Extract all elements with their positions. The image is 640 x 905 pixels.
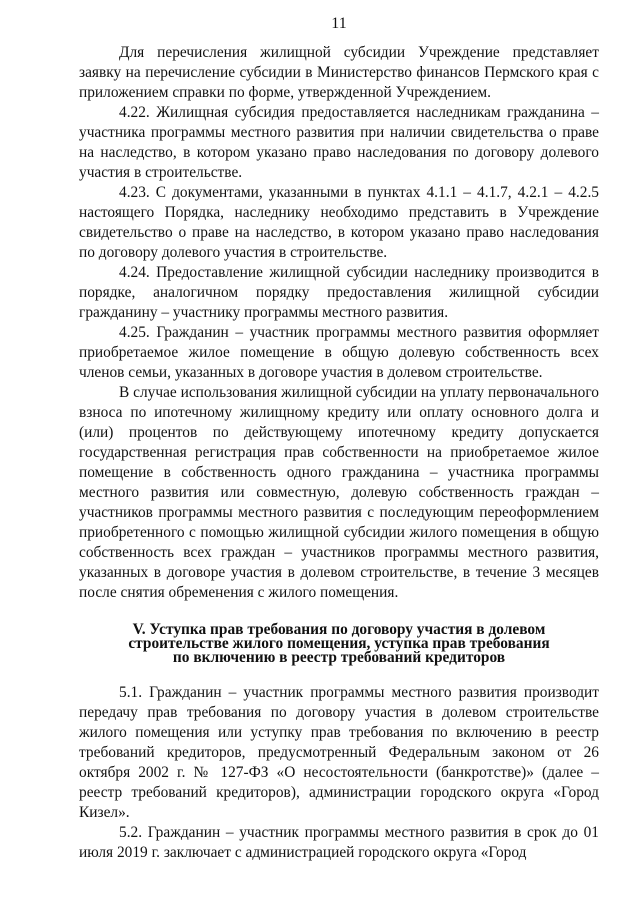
section-heading-line: строительстве жилого помещения, уступка прав требования bbox=[128, 635, 550, 652]
paragraph-subsidy-transfer: Для перечисления жилищной субсидии Учреждение представляет заявку на перечисление субсидии в Министерство финансов Пермского края с приложением справки по форме, утвержденной Учреждением. bbox=[79, 44, 599, 101]
document-page bbox=[79, 14, 599, 863]
page-number: 11 bbox=[331, 15, 347, 32]
paragraph-mortgage-case: В случае использования жилищной субсидии на уплату первоначального взноса по ипотечному жилищному кредиту или оплату основного долга и (или) процентов по действующему ипотечному кредиту допускается государственная регистрация прав собственности на приобретаемое жилое помещение в собственность одного гражданина – участника программы местного развития или совместную, долевую собственность граждан – участников программы местного развития с последующим переоформлением приобретенного с помощью жилищной субсидии жилого помещения в общую собственность всех граждан – участников программы местного развития, указанных в договоре участия в долевом строительстве, в течение 3 месяцев после снятия обременения с жилого помещения. bbox=[79, 384, 599, 601]
paragraph-4-23: 4.23. С документами, указанными в пунктах 4.1.1 – 4.1.7, 4.2.1 – 4.2.5 настоящего Порядка, наследнику необходимо представить в Учреждение свидетельство о праве на наследство, в котором указано право наследования по договору долевого участия в строительстве. bbox=[79, 184, 599, 261]
paragraph-4-24: 4.24. Предоставление жилищной субсидии наследнику производится в порядке, аналогичном порядку предоставления жилищной субсидии гражданину – участнику программы местного развития. bbox=[79, 264, 599, 321]
paragraph-4-22: 4.22. Жилищная субсидия предоставляется наследникам гражданина – участника программы местного развития при наличии свидетельства о праве на наследство, в котором указано право наследования по договору долевого участия в строительстве. bbox=[79, 104, 599, 181]
paragraph-4-25: 4.25. Гражданин – участник программы местного развития оформляет приобретаемое жилое помещение в общую долевую собственность всех членов семьи, указанных в договоре участия в долевом строительстве. bbox=[79, 324, 599, 381]
section-heading-line: V. Уступка прав требования по договору участия в долевом bbox=[132, 621, 546, 638]
section-heading-line: по включению в реестр требований кредиторов bbox=[172, 649, 506, 666]
paragraph-5-1: 5.1. Гражданин – участник программы местного развития производит передачу прав требования по договору участия в долевом строительстве жилого помещения или уступку прав требования по включению в реестр требований кредиторов, предусмотренный Федеральным законом от 26 октября 2002 г. № 127-ФЗ «О несостоятельности (банкротстве)» (далее – реестр требований кредиторов), администрации городского округа «Город Кизел». bbox=[79, 684, 599, 821]
paragraph-5-2: 5.2. Гражданин – участник программы местного развития в срок до 01 июля 2019 г. заключает с администрацией городского округа «Город bbox=[79, 824, 599, 861]
section-heading bbox=[79, 623, 599, 665]
